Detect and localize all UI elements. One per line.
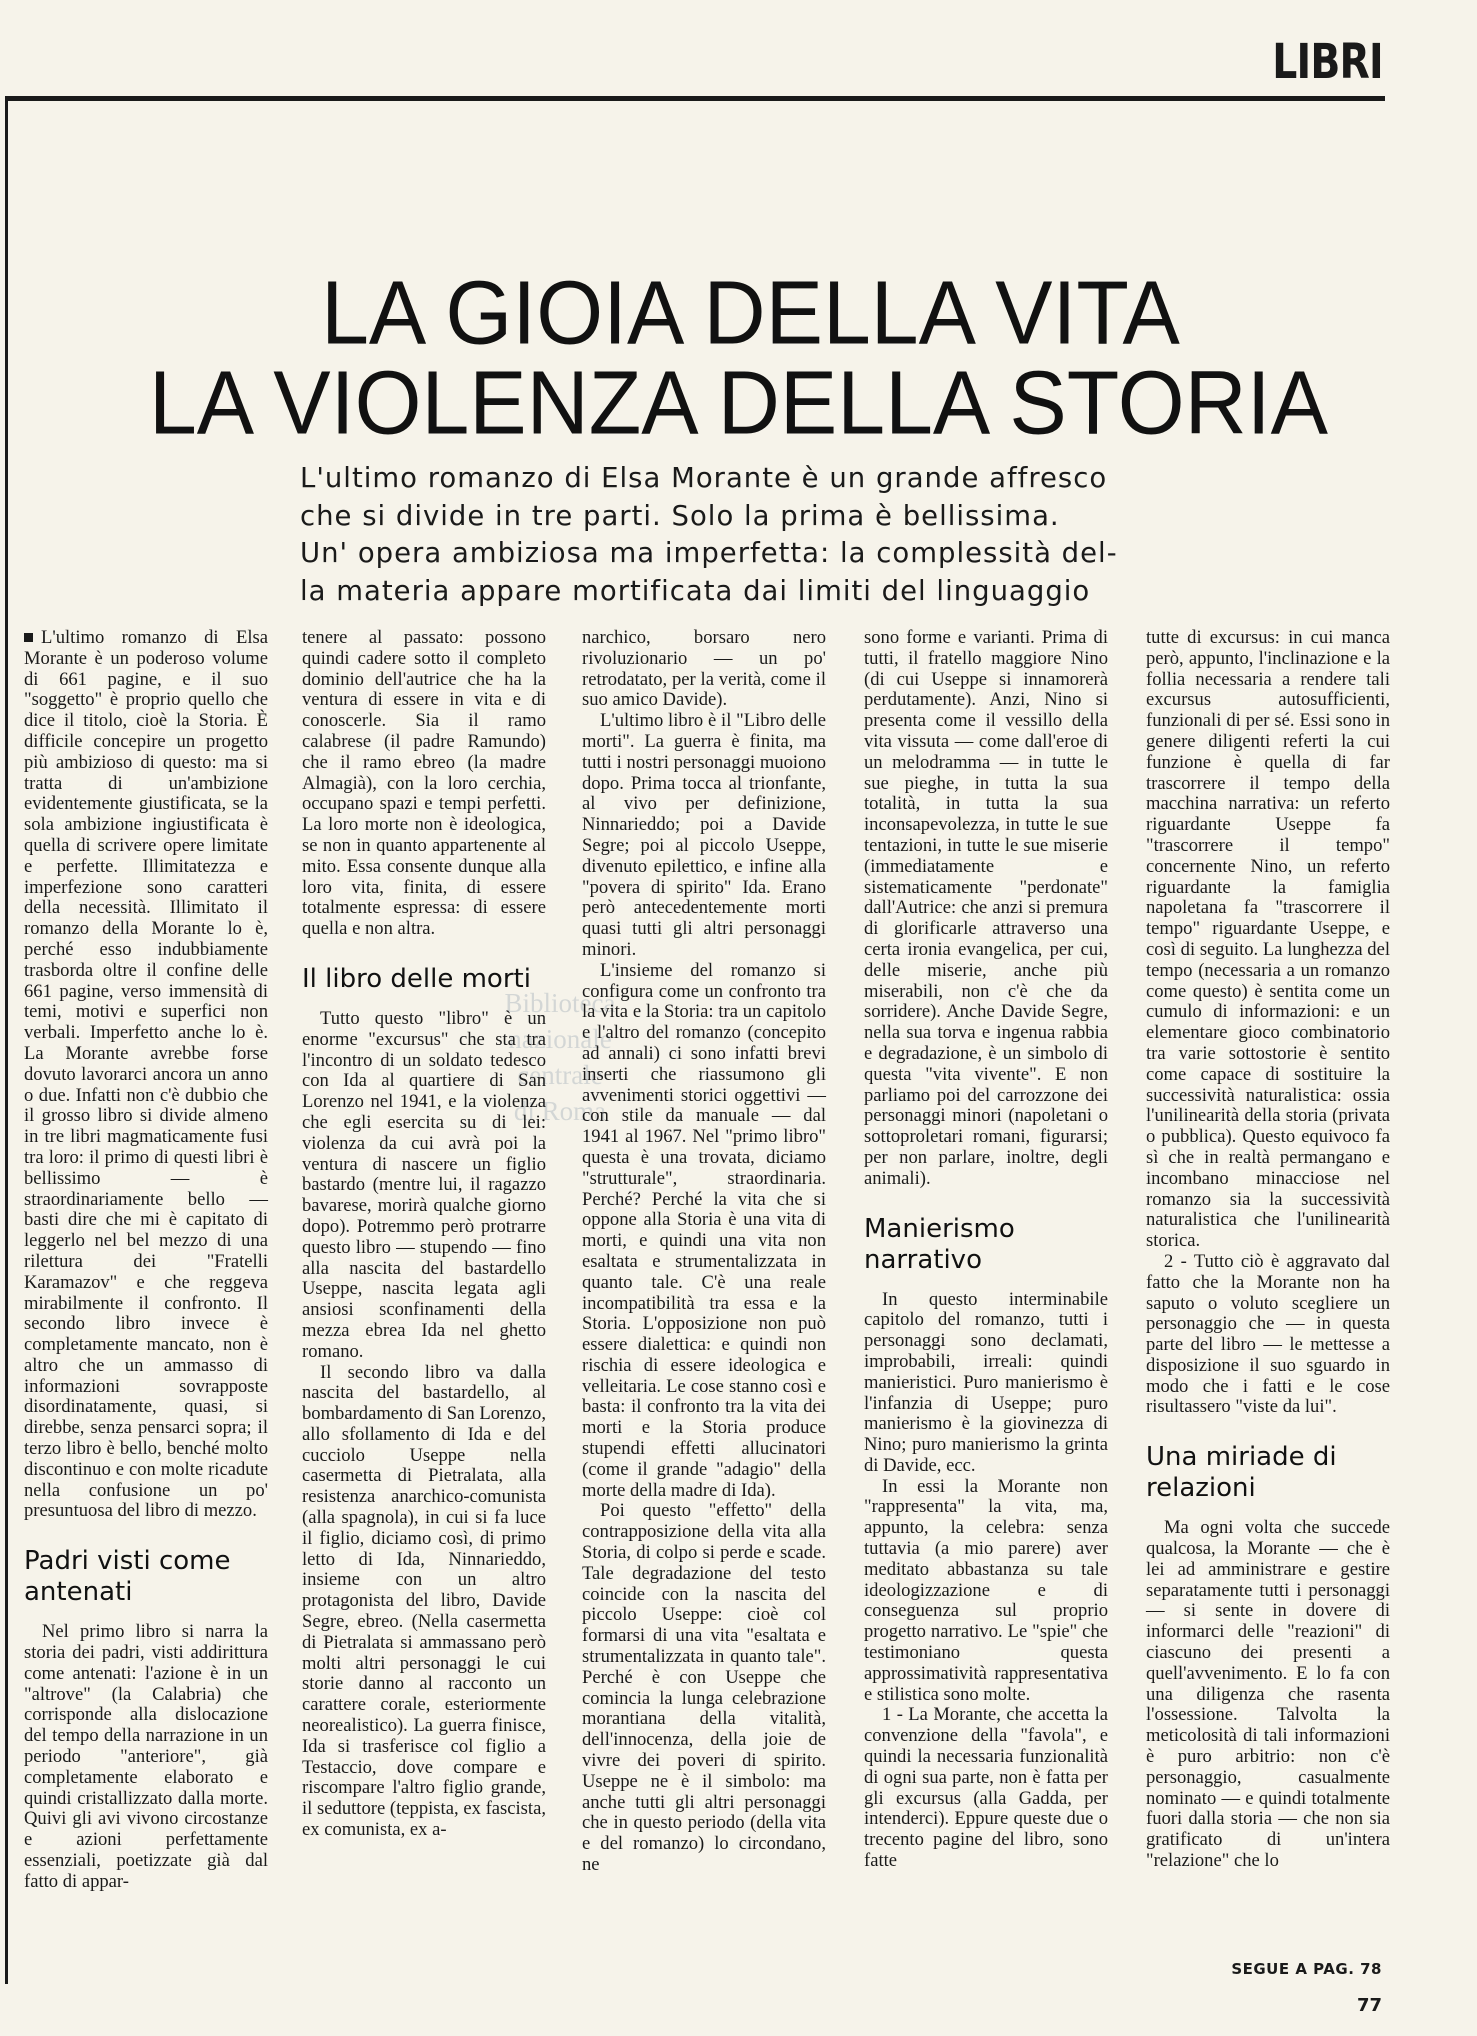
subheading: Una miriade di relazioni — [1146, 1442, 1337, 1504]
paragraph: narchico, borsaro nero rivoluzionario — un po' retrodatato, per la verità, come il suo amico Davide). — [582, 627, 826, 711]
stamp-line: di Roma — [513, 1096, 607, 1126]
deck-line: che si divide in tre parti. Solo la prima è bellissima. — [300, 499, 1060, 532]
paragraph: Il secondo libro va dalla nascita del bastardello, al bombardamento di San Lorenzo, allo sfollamento di Ida e del cucciolo Useppe nella casermetta di Pietralata, alla resistenza anarchico-comunista (alla spagnola), in cui si fa luce il figlio, diciamo così, di primo letto di Ida, Ninnarieddo, insieme con un altro protagonista del libro, Davide Segre, ebreo. (Nella casermetta di Pietralata si ammassano però molti altri personaggi le cui storie danno al racconto un carattere corale, esteriormente neorealistico). La guerra finisce, Ida si trasferisce col figlio a Testaccio, dove compare e riscompare l'altro figlio grande, il seduttore (teppista, ex fascista, ex comunista, ex a- — [302, 1361, 546, 1841]
paragraph-text: L'ultimo romanzo di Elsa Morante è un poderoso volume di 661 pagine, e il suo "soggetto" è proprio quello che dice il titolo, cioè la Storia. È difficile concepire un progetto più ambizioso di questo: ma si tratta di un'ambizione evidentemente giustificata, se la sola ambizione ingiustificata è quella di scrivere opere limitate e perfette. Illimitatezza e imperfezione sono caratteri della necessità. Illimitato il romanzo della Morante lo è, perché esso indubbiamente trasborda oltre il confine delle 661 pagine, verso immensità di temi, motivi e superfici non verbali. Imperfetto anche lo è. La Morante avrebbe forse dovuto lavorarci ancora un anno o due. Infatti non c'è dubbio che il grosso libro si divide almeno in tre libri magmaticamente fusi tra loro: il primo di questi libri è bellissimo — è straordinariamente bello — basti dire che mi è capitato di leggerlo nel bel mezzo di una rilettura dei "Fratelli Karamazov" e che reggeva mirabilmente il confronto. Il secondo libro invece è completamente mancato, non è altro che un ammasso di informazioni sovrapposte disordinatamente, quasi, si direbbe, senza pensarci sopra; il terzo libro è bello, benché molto discontinuo e con molte ricadute nella confusione un po' presuntuosa del libro di mezzo. — [24, 627, 268, 1522]
column-5 — [1146, 628, 1390, 1872]
paragraph — [24, 628, 268, 1522]
subheading: Il libro delle morti — [302, 963, 531, 994]
paragraph: sono forme e varianti. Prima di tutti, il fratello maggiore Nino (di cui Useppe si innamorerà perdutamente). Anzi, Nino si presenta come il vessillo della vita vissuta — come dall'eroe di un melodramma — in tutte le sue pieghe, in tutta la sua totalità, in tutta la sua inconsapevolezza, in tutte le sue tentazioni, in tutte le sue miserie (immediatamente e sistematicamente "perdonate" dall'Autrice: che anzi si premura di glorificarle attraverso una certa ironia evangelica, per cui, delle miserie, anche più miserabili, non c'è che da sorridere). Anche Davide Segre, nella sua torva e ingenua rabbia e degradazione, è un simbolo di questa "vita vivente". E non parliamo poi del carrozzone dei personaggi minori (napoletani o sottoproletari romani, figurarsi; per non parlare, inoltre, degli animali). — [864, 627, 1108, 1189]
paragraph: Nel primo libro si narra la storia dei padri, visti addirittura come antenati: l'azione è in un "altrove" (la Calabria) che corrisponde alla dislocazione del tempo della narrazione in un periodo "anteriore", già completamente elaborato e quindi cristallizzato dalla morte. Quivi gli avi vivono circostanze e azioni perfettamente essenziali, poetizzate già dal fatto di appar- — [24, 1621, 268, 1892]
deck-line: la materia appare mortificata dai limiti del linguaggio — [300, 574, 1091, 607]
paragraph: L'ultimo libro è il "Libro delle morti". La guerra è finita, ma tutti i nostri personaggi muoiono dopo. Prima tocca al trionfante, al vivo per definizione, Ninnarieddo; poi a Davide Segre; poi al piccolo Useppe, divenuto epilettico, e infine alla "povera di spirito" Ida. Erano però antecedentemente morti quasi tutti gli altri personaggi minori. — [582, 710, 826, 960]
stamp-line: centrale — [517, 1060, 603, 1090]
top-rule — [5, 96, 1385, 101]
paragraph: tutte di excursus: in cui manca però, appunto, l'inclinazione e la follia necessaria a rendere tali excursus autosufficienti, funzionali di per sé. Essi sono in genere diligenti referti la cui funzione è quella di far trascorrere il tempo della macchina narrativa: un referto riguardante Useppe fa "trascorrere il tempo" concernente Nino, un referto riguardante la famiglia napoletana fa "trascorrere il tempo" riguardante Useppe, e così di seguito. La lunghezza del tempo (necessaria a un romanzo come questo) è sentita come un cumulo di informazioni: e un elementare gioco combinatorio tra varie sottostorie è sentito come capace di sostituire la successività naturalistica: ossia l'unilinearità della storia (privata o pubblica). Questo equivoco fa sì che in realtà permangano e incombano minacciose nel romanzo sia la successività naturalistica che l'unilinearità storica. — [1146, 627, 1390, 1252]
paragraph: Poi questo "effetto" della contrapposizione della vita alla Storia, di colpo si perde e scade. Tale degradazione del testo coincide con la nascita del piccolo Useppe: cioè col formarsi di una vita "esaltata e strumentalizzata in quanto tale". Perché è con Useppe che comincia la lunga celebrazione morantiana della vitalità, dell'innocenza, della joie de vivre dei poveri di spirito. Useppe ne è il simbolo: ma anche tutti gli altri personaggi che in questo periodo (della vita e del romanzo) lo circondano, ne — [582, 1500, 826, 1876]
paragraph: L'insieme del romanzo si configura come un confronto tra la vita e la Storia: tra un capitolo e l'altro del romanzo (concepito ad annali) ci sono infatti brevi inserti che riassumono gli avvenimenti storici oggettivi — con stile da manuale — dal 1941 al 1967. Nel "primo libro" questa è una trovata, diciamo "strutturale", straordinaria. Perché? Perché la vita che si oppone alla Storia è una vita di morti, e quindi una vita non esaltata e strumentalizzata in quanto tale. C'è una reale incompatibilità tra essa e la Storia. L'opposizione non può essere dialettica: e quindi non rischia di essere ideologica e velleitaria. Le cose stanno così e basta: il confronto tra la vita dei morti e la Storia produce stupendi effetti allucinatori (come il grande "adagio" della morte della madre di Ida). — [582, 959, 826, 1501]
subheading: Manierismo narrativo — [864, 1213, 1015, 1275]
paragraph: Ma ogni volta che succede qualcosa, la Morante — che è lei ad amministrare e gestire separatamente tutti i personaggi — si sente in dovere di informarci delle "reazioni" di ciascuno dei presenti a quell'avvenimento. E lo fa con una diligenza che rasenta l'ossessione. Talvolta la meticolosità di tali informazioni è puro arbitrio: non c'è personaggio, casualmente nominato — e quindi totalmente fuori dalla storia — che non sia gratificato di un'intera "relazione" che lo — [1146, 1517, 1390, 1872]
column-1 — [24, 628, 268, 1893]
paragraph: In questo interminabile capitolo del romanzo, tutti i personaggi sono declamati, improbabili, irreali: quindi manieristici. Puro manierismo è l'infanzia di Useppe; puro manierismo è la giovinezza di Nino; puro manierismo la grinta di Davide, ecc. — [864, 1288, 1108, 1476]
continued-on-page: SEGUE A PAG. 78 — [1231, 1960, 1382, 1978]
page-number: 77 — [1356, 1995, 1382, 2016]
paragraph: 2 - Tutto ciò è aggravato dal fatto che la Morante non ha saputo o voluto scegliere un personaggio che — in questa parte del libro — le mettesse a disposizione il suo sguardo in modo che i fatti e le cose risultassero "viste da lui". — [1146, 1250, 1390, 1418]
paragraph: In essi la Morante non "rappresenta" la vita, ma, appunto, la celebra: senza tuttavia (a mio parere) aver meditato abbastanza su tale ideologizzazione e di conseguenza sul proprio progetto narrativo. Le "spie" che testimoniano questa approssimatività rappresentativa e stilistica sono molte. — [864, 1475, 1108, 1705]
paragraph: 1 - La Morante, che accetta la convenzione della "favola", e quindi la necessaria funzionalità di ogni sua parte, non è fatta per gli excursus (alla Gadda, per intenderci). Eppure queste due o trecento pagine del libro, sono fatte — [864, 1704, 1108, 1872]
column-4 — [864, 628, 1108, 1872]
deck-line: Un' opera ambiziosa ma imperfetta: la complessità del- — [300, 537, 1118, 569]
square-bullet-icon — [24, 633, 33, 642]
section-label: LIBRI — [1272, 34, 1383, 90]
headline-line-2: LA VIOLENZA DELLA STORIA — [148, 352, 1329, 454]
column-3 — [582, 628, 826, 1876]
stamp-line: nazionale — [508, 1024, 612, 1054]
paragraph: tenere al passato: possono quindi cadere sotto il completo dominio dell'autrice che ha la ventura di essere in vita e di conoscerle. Sia il ramo calabrese (il padre Ramundo) che il ramo ebreo (la madre Almagià), con la loro cerchia, occupano spazi e tempi perfetti. La loro morte non è ideologica, se non in quanto appartenente al mito. Essa consente dunque alla loro vita, finita, di essere totalmente espressa: di essere quella e non altra. — [302, 627, 546, 940]
deck-line: L'ultimo romanzo di Elsa Morante è un grande affresco — [300, 462, 1108, 494]
deck — [300, 460, 1120, 610]
stamp-line: Biblioteca — [504, 988, 616, 1018]
paragraph: Tutto questo "libro" è un enorme "excursus" che sta tra l'incontro di un soldato tedesco con Ida al quartiere di San Lorenzo nel 1941, e la violenza che egli esercita su di lei: violenza da cui avrà poi la ventura di nascere un figlio bastardo (mentre lui, il ragazzo bavarese, morirà qualche giorno dopo). Potremmo però protrarre questo libro — stupendo — fino alla nascita del bastardello Useppe, nascita legata agli ansiosi sconfinamenti della mezza ebrea Ida nel ghetto romano. — [302, 1007, 546, 1362]
headline-line-1: LA GIOIA DELLA VITA — [321, 262, 1180, 364]
subheading: Padri visti come antenati — [24, 1546, 231, 1608]
column-2 — [302, 628, 546, 1841]
